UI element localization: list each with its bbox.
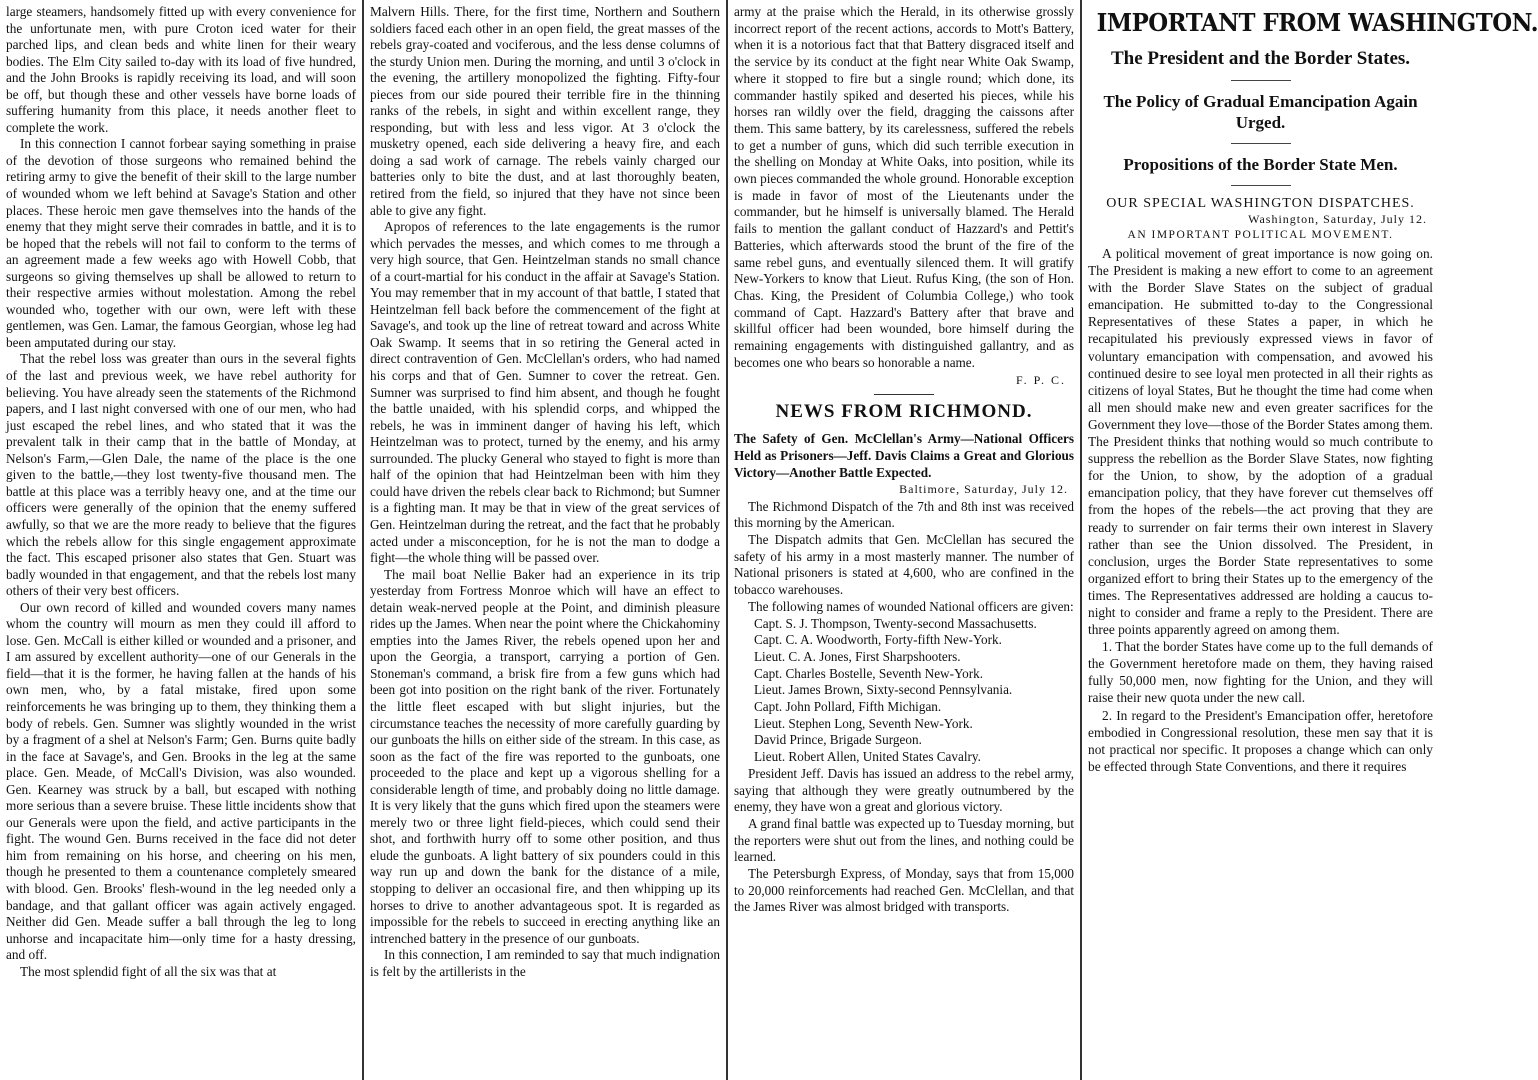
- signature: F. P. C.: [1015, 373, 1066, 388]
- paragraph: The mail boat Nellie Baker had an experience in its trip yesterday from Fortress Monroe which will have an effect to detain weak-nerved people at the Point, and diminish pleasure rides up the James. When near the point where the Chickahominy empties into the James River, the rebels opened upon her and upon the Georgia, a transport, carrying a portion of Gen. Stoneman's command, a brisk fire from a few guns which had been got into position on the right bank of the river. Fortunately the little fleet escaped with but slight injuries, but the circumstance teaches the necessity of more carefully guarding by our gunboats the hills on either side of the stream. In this case, as soon as the fact of the fire was reported to the gunboats, one proceeded to the place and kept up a vigorous shelling for a considerable length of time, and probably doing no little damage. It is very likely that the guns which fired upon the steamers were merely two or three light field-pieces, which could send their shot, and forthwith hurry off to some other position, and thus elude the gunboats. A light battery of six pounders could in this way run up and down the bank for the distance of a mile, stopping to deliver an occasional fire, and then whipping up its horses to drive to another advantageous spot. It is regarded as impossible for the rebels to succeed in erecting anything like an intrenched battery in the presence of our gunboats.: [370, 566, 720, 946]
- paragraph: A political movement of great importance is now going on. The President is making a new effort to come to an agreement with the Border Slave States on the subject of gradual emancipation. He submitted to-day to the Congressional Representatives of these States a paper, in which he recapitulated his previously expressed views in favor of voluntary emancipation with compensation, and avowed his continued desire to see loyal men protected in all their rights as citizens of loyal States, But he thought the time had come when all men should make new and even greater sacrifices for the Government they love—those of the Border States among them. The President thinks that nothing would so much contribute to suppress the rebellion as the Border Slave States, now fighting for the Union, to show, by the adoption of a gradual emancipation policy, that they have forever cut themselves off from the hopes of the rebels—the act proving that they are ready to surrender on fair terms their own interest in Slavery rather than see the Union dissolved. The President, in conclusion, urges the Border State representatives to some organized effort to bring their States up to the emergency of the times. The Representatives addressed are holding a caucus to-night to consider and frame a reply to the President. There are three points apparently agreed on among them.: [1088, 246, 1433, 638]
- paragraph: The Dispatch admits that Gen. McClellan has secured the safety of his army in a most masterly manner. The number of National prisoners is stated at 4,600, who are confined in the tobacco warehouses.: [734, 531, 1074, 598]
- dateline: Washington, Saturday, July 12.: [1248, 212, 1427, 226]
- deck: Propositions of the Border State Men.: [1123, 155, 1398, 174]
- headline-richmond: NEWS FROM RICHMOND.: [775, 401, 1033, 423]
- paragraph: 1. That the border States have come up to the full demands of the Government heretofore made on them, they having raised fully 50,000 men, now fighting for the Union, and they will raise their new quota under the new call.: [1088, 639, 1433, 706]
- paragraph: Apropos of references to the late engagements is the rumor which pervades the messes, and which comes to me through a very high source, that Gen. Heintzelman stands no small chance of a court-martial for his conduct in the affair at Savage's Station. You may remember that in my account of that battle, I stated that Heintzelman fell back before the commencement of the fight at Savage's, and took up the line of retreat toward and across White Oak Swamp. It seems that in so retiring the General acted in direct contravention of Gen. McClellan's orders, who had named his corps and that of Gen. Sumner to cover the retreat. Gen. Sumner was surprised to find him absent, and though he fought the battle unaided, with his splendid corps, and whipped the rebels, he was in imminent danger of having his left, which Heintzelman was to protect, turned by the enemy, and his army surrounded. The plucky General who stayed to fight is more than half of the opinion that had Heintzelman been with him they could have driven the rebels clear back to Richmond; but Sumner is a fighting man. It may be that in view of the great services of Gen. Heintzelman during the retreat, and the fact that he probably acted under a misconception, for he is not the man to dodge a fight—the whole thing will be passed over.: [370, 219, 721, 566]
- list-item: Capt. John Pollard, Fifth Michigan.: [754, 699, 942, 715]
- divider: [1231, 143, 1291, 144]
- divider: [1231, 185, 1291, 186]
- paragraph: A grand final battle was expected up to Tuesday morning, but the reporters were shut out from the lines, and nothing could be learned.: [734, 815, 1074, 865]
- headline-washington: IMPORTANT FROM WASHINGTON.: [1096, 8, 1538, 37]
- list-item: Capt. Charles Bostelle, Seventh New-York.: [754, 665, 984, 681]
- paragraph: Malvern Hills. There, for the first time, Northern and Southern soldiers faced each other in an open field, the great masses of the rebels gray-coated and vociferous, and the less dense columns of the sturdy Union men. During the morning, and until 3 o'clock in the evening, the artillery monopolized the fighting. Fifty-four pieces from our side poured their terrible fire in the thinning ranks of the rebels, in sight and within excellent range, they responding, but with less and less vigor. At 3 o'clock the musketry opened, each side delivering a heavy fire, and each doing a sad work of carnage. The rebels vainly charged our batteries only to bite the dust, and at last thoroughly beaten, retired from the field, so injured that they have not since been able to give any fight.: [370, 4, 720, 218]
- list-item: Capt. C. A. Woodworth, Forty-fifth New-York.: [754, 632, 1002, 648]
- paragraph: In this connection, I am reminded to say that much indignation is felt by the artillerists in the: [370, 947, 720, 979]
- column-2: [364, 0, 726, 1080]
- paragraph: The Richmond Dispatch of the 7th and 8th inst was received this morning by the American.: [734, 498, 1074, 531]
- list-item: Lieut. Stephen Long, Seventh New-York.: [754, 715, 973, 731]
- column-1: [0, 0, 362, 1080]
- paragraph: The Petersburgh Express, of Monday, says that from 15,000 to 20,000 reinforcements had reached Gen. McClellan, and that the James River was almost bridged with transports.: [734, 866, 1074, 915]
- column-4: [1082, 0, 1538, 1080]
- deck: The President and the Border States.: [1110, 48, 1411, 69]
- paragraph: The following names of wounded National officers are given:: [748, 598, 1074, 614]
- deck: The Safety of Gen. McClellan's Army—National Officers Held as Prisoners—Jeff. Davis Claims a Great and Glorious Victory—Another Battle Expected.: [734, 431, 1074, 480]
- divider: [874, 394, 934, 395]
- officer-list: [734, 616, 1074, 766]
- paragraph: army at the praise which the Herald, in its otherwise grossly incorrect report of the recent actions, accords to Mott's Battery, when it is a notorious fact that that Battery disgraced itself and the service by its conduct at the fight near White Oak Swamp, where it stopped to fire but a single round; which done, its commander hastily spiked and deserted his pieces, while his horses ran wildly over the field, dragging the caissons after them. This same battery, by its carelessness, suffered the rebels to get a number of guns, which did such terrible execution in the shelling on Monday at White Oaks, into position, while its own pieces commanded the whole ground. Honorable exception is made in favor of most of the Lieutenants under the commander, but he himself is universally blamed. The Herald fails to mention the gallant conduct of Hazzard's and Pettit's Batteries, which afterwards stood the brunt of the fire of the same rebel guns, and eventually silenced them. It will gratify New-Yorkers to know that Lieut. Rufus King, (the son of Hon. Chas. King, the President of Columbia College,) who took command of Capt. Hazzard's Battery after that brave and skillful officer had been wounded, bore himself during the remaining engagements with distinguished gallantry, and as becomes one who bears so honorable a name.: [734, 4, 1074, 370]
- subhead: OUR SPECIAL WASHINGTON DISPATCHES.: [1106, 196, 1415, 211]
- list-item: Lieut. C. A. Jones, First Sharpshooters.: [754, 648, 961, 664]
- deck: The Policy of Gradual Emancipation Again Urged.: [1103, 92, 1418, 132]
- paragraph: 2. In regard to the President's Emancipation offer, heretofore embodied in Congressional resolution, these men say that it is not practical nor specific. It proposes a change which can only be effected through State Conventions, and there it requires: [1088, 707, 1433, 774]
- paragraph: President Jeff. Davis has issued an address to the rebel army, saying that although they were greatly outnumbered by the enemy, they have won a great and glorious victory.: [734, 765, 1074, 815]
- paragraph: Our own record of killed and wounded covers many names whom the country will mourn as men they could ill afford to lose. Gen. McCall is either killed or wounded and a prisoner, and I am assured by excellent authority—one of our Generals in the field—that it is the former, he having fallen at the hands of his own men, who, by a fatal mistake, fired upon some reinforcements he was bringing up to them, they thinking them a body of rebels. Gen. Sumner was slightly wounded in the wrist by a fragment of a shel at Nelson's Farm; Gen. Burns quite badly in the face at Savage's, and Gen. Brooks in the leg at the same place. Gen. Meade, of McCall's Division, was also wounded. Gen. Kearney was struck by a ball, but escaped with nothing more serious than a severe bruise. These little incidents show that our Generals were upon the field, and active participants in the fight. The wound Gen. Burns received in the face did not deter him from remaining on his horse, and cheering on his men, though he presented to them a countenance completely smeared with blood. Gen. Brooks' flesh-wound in the leg needed only a bandage, and that gallant officer was again actively engaged. Neither did Gen. Meade suffer a ball through the leg to long unhorse and incapacitate him—only time for a hasty dressing, and off.: [6, 599, 356, 963]
- list-item: Capt. S. J. Thompson, Twenty-second Massachusetts.: [754, 615, 1037, 631]
- column-3: [728, 0, 1080, 1080]
- paragraph: That the rebel loss was greater than ours in the several fights of the last and previous week, we have rebel authority for believing. You have already seen the statements of the Richmond papers, and I last night conversed with one of our men, who had just escaped the rebel lines, and who stated that it was the prevalent talk in their camp that in the battle of Monday, at Nelson's Farm,—Glen Dale, the name of the place is the one given to the battle,—they lost twenty-five thousand men. The battle at this place was a terribly heavy one, and at the time our officers were generally of the opinion that the enemy suffered awfully, so that we are the more ready to believe that the figures which the rebels allow for this single engagement approximate the fact. This escaped prisoner also states that Gen. Stuart was badly wounded in that engagement, and that the rebels lost many others of their very best officers.: [6, 351, 356, 599]
- divider: [1231, 80, 1291, 81]
- dateline: Baltimore, Saturday, July 12.: [899, 481, 1068, 496]
- paragraph: In this connection I cannot forbear saying something in praise of the devotion of those surgeons who remained behind the retiring army to give the benefit of their skill to the large number of wounded whom we left behind at Savage's Station and other places. These heroic men gave themselves into the hands of the enemy that they might serve their comrades in battle, and it is to be hoped that the rebels will not fail to conform to the terms of an agreement made a few weeks ago with Howell Cobb, that surgeons so giving themselves up shall be allowed to return to their respective armies without molestation. Among the rebel wounded who, together with our own, were left with these gentlemen, was Gen. Lamar, the famous Georgian, whose leg had been amputated during our stay.: [6, 136, 356, 350]
- list-item: Lieut. Robert Allen, United States Cavalry.: [754, 749, 981, 765]
- list-item: David Prince, Brigade Surgeon.: [754, 732, 922, 748]
- subhead: AN IMPORTANT POLITICAL MOVEMENT.: [1127, 229, 1394, 241]
- paragraph: The most splendid fight of all the six was that at: [20, 963, 277, 979]
- paragraph: large steamers, handsomely fitted up with every convenience for the unfortunate men, with pure Croton iced water for their parched lips, and clean beds and white linen for their weary bodies. The Elm City sailed to-day with its load of five hundred, and the John Brooks is rapidly receiving its load, and will soon be off, but though these and other vessels have borne loads of suffering humanity from this place, it needs another fleet to complete the work.: [6, 4, 356, 135]
- list-item: Lieut. James Brown, Sixty-second Pennsylvania.: [754, 682, 1013, 698]
